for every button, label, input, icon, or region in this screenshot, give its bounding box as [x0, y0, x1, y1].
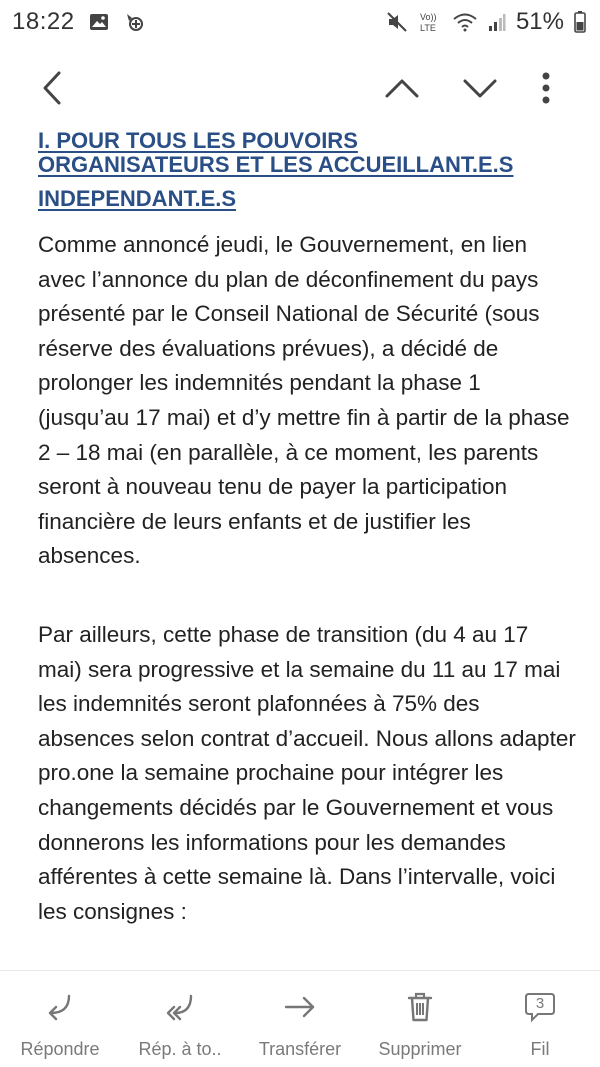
- reply-button[interactable]: [0, 971, 120, 1067]
- heading-line-1[interactable]: ORGANISATEURS ET LES ACCUEILLANT.E.S: [38, 152, 514, 177]
- email-body[interactable]: [0, 128, 600, 970]
- signal-icon: [488, 12, 506, 32]
- chevron-down-icon: [462, 76, 498, 100]
- chevron-up-icon: [384, 76, 420, 100]
- heading-line-2[interactable]: INDEPENDANT.E.S: [38, 186, 237, 211]
- paragraph-2: Par ailleurs, cette phase de transition (du 4 au 17 mai) sera progressive et la semaine du 11 au 17 mai les indemnités seront plafonnées à 75% des absences selon contrat d’accueil. Nous allons adapter pro.one la semaine prochaine pour intégrer les changements décidés par le Gouvernement et vous donnerons les informations pour les demandes afférentes à cette semaine là. Dans l’intervalle, voici les consignes :: [38, 622, 576, 924]
- heading-partial: I. POUR TOUS LES POUVOIRS: [38, 128, 358, 153]
- delete-button[interactable]: [360, 971, 480, 1067]
- status-time: 18:22: [12, 8, 75, 35]
- reply-label: Répondre: [20, 1039, 100, 1059]
- reply-all-label: Rép. à to..: [138, 1039, 222, 1059]
- bug-icon: [123, 12, 145, 32]
- thread-icon: [524, 992, 556, 1022]
- more-options-button[interactable]: [518, 60, 574, 116]
- mute-icon: [386, 11, 408, 33]
- back-button[interactable]: [24, 60, 80, 116]
- next-email-button[interactable]: [452, 60, 508, 116]
- volte-icon: [418, 10, 442, 34]
- delete-label: Supprimer: [378, 1039, 462, 1059]
- svg-text:Vo)): Vo)): [419, 12, 437, 22]
- thread-button[interactable]: [480, 971, 600, 1067]
- wifi-icon: [452, 12, 478, 32]
- bottom-action-bar: [0, 970, 600, 1067]
- thread-count: 3: [535, 995, 545, 1012]
- battery-icon: [574, 11, 586, 33]
- reply-all-button[interactable]: [120, 971, 240, 1067]
- more-vertical-icon: [541, 71, 551, 105]
- reply-all-icon: [163, 989, 197, 1025]
- thread-label: Fil: [530, 1039, 550, 1059]
- status-left: [12, 8, 145, 36]
- forward-icon: [283, 989, 317, 1025]
- forward-button[interactable]: [240, 971, 360, 1067]
- status-right: [386, 8, 586, 36]
- previous-email-button[interactable]: [374, 60, 430, 116]
- trash-icon: [406, 989, 434, 1025]
- svg-text:LTE: LTE: [419, 23, 436, 33]
- thread-icon-wrapper: [524, 989, 556, 1025]
- back-icon: [40, 70, 64, 106]
- reply-icon: [45, 989, 75, 1025]
- forward-label: Transférer: [258, 1039, 342, 1059]
- heading-partial-line: [0, 112, 600, 153]
- battery-percentage: 51%: [515, 8, 564, 35]
- image-icon: [89, 13, 109, 31]
- paragraph-1: Comme annoncé jeudi, le Gouvernement, en lien avec l’annonce du plan de déconfinement du pays présenté par le Conseil National de Sécurité (sous réserve des évaluations prévues), a décidé de prolonger les indemnités pendant la phase 1 (jusqu’au 17 mai) et d’y mettre fin à partir de la phase 2 – 18 mai (en parallèle, à ce moment, les parents seront à nouveau tenu de payer la participation financière de leurs enfants et de justifier les absences.: [38, 232, 570, 569]
- status-bar: [0, 0, 600, 44]
